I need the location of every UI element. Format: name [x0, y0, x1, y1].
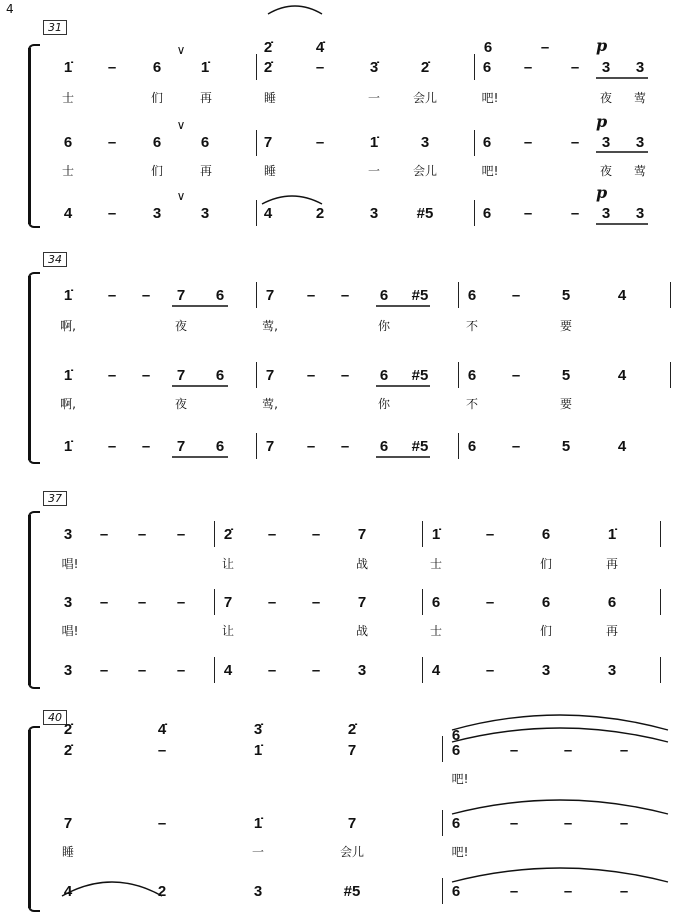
note: #5: [411, 438, 429, 455]
slur: [452, 800, 668, 814]
note: 3: [152, 205, 162, 222]
note: –: [99, 526, 109, 543]
lyric: 要: [559, 319, 573, 333]
note: 6: [200, 134, 210, 151]
note: 6: [467, 438, 477, 455]
lyric: 士: [61, 91, 75, 105]
note: 6: [482, 134, 492, 151]
note: –: [570, 134, 580, 151]
note: 6: [467, 367, 477, 384]
lyric: 会儿: [412, 91, 438, 105]
note: –: [563, 883, 573, 900]
note: –: [485, 662, 495, 679]
note: 7: [176, 287, 186, 304]
note: 6: [482, 59, 492, 76]
lyric: 夜: [599, 91, 613, 105]
slur: [62, 882, 162, 896]
note: –: [485, 594, 495, 611]
lyric: 睡: [263, 164, 277, 178]
note: 6: [63, 134, 73, 151]
lyric: 一: [367, 91, 381, 105]
note: –: [99, 662, 109, 679]
lyric: 吧!: [451, 772, 469, 786]
note: 7: [176, 367, 186, 384]
lyric: 莺,: [262, 319, 278, 333]
note: 1̇: [63, 367, 73, 384]
lyric: 唱!: [61, 557, 79, 571]
lyric: 莺: [633, 164, 647, 178]
note: –: [137, 594, 147, 611]
note: 7: [357, 526, 367, 543]
note: 4: [431, 662, 441, 679]
note: –: [176, 594, 186, 611]
note: 3: [63, 662, 73, 679]
breath-mark: ∨: [176, 118, 186, 132]
note: –: [311, 662, 321, 679]
note: 2̇: [263, 39, 273, 56]
note: #5: [411, 287, 429, 304]
note: 3: [253, 883, 263, 900]
note: 6: [451, 727, 461, 744]
measure-number: 37: [43, 491, 67, 506]
lyric: 再: [605, 557, 619, 571]
note: –: [619, 742, 629, 759]
note: –: [570, 205, 580, 222]
lyric: 夜: [174, 319, 188, 333]
note: 1̇: [253, 815, 263, 832]
note: 5: [561, 287, 571, 304]
note: 3: [607, 662, 617, 679]
note: –: [107, 134, 117, 151]
note: –: [340, 287, 350, 304]
lyric: 吧!: [481, 91, 499, 105]
note: –: [570, 59, 580, 76]
note: 6: [152, 59, 162, 76]
note: –: [523, 134, 533, 151]
lyric: 啊,: [60, 397, 76, 411]
lyric: 一: [251, 845, 265, 859]
note: #5: [343, 883, 361, 900]
note: 2̇: [263, 59, 273, 76]
note: –: [99, 594, 109, 611]
note: –: [137, 662, 147, 679]
note: 3: [541, 662, 551, 679]
note: –: [311, 594, 321, 611]
lyric: 你: [377, 319, 391, 333]
note: 6: [451, 742, 461, 759]
note: 6: [152, 134, 162, 151]
lyric: 夜: [174, 397, 188, 411]
lyric: 们: [539, 624, 553, 638]
note: 7: [63, 815, 73, 832]
note: 6: [215, 438, 225, 455]
lyric: 战: [355, 557, 369, 571]
note: 4̇: [157, 721, 167, 738]
note: –: [107, 367, 117, 384]
note: 6: [451, 815, 461, 832]
note: 2: [315, 205, 325, 222]
note: 3: [601, 59, 611, 76]
note: –: [315, 134, 325, 151]
note: 7: [347, 815, 357, 832]
note: 7: [176, 438, 186, 455]
note: 6: [431, 594, 441, 611]
note: 2̇: [223, 526, 233, 543]
note: 7: [263, 134, 273, 151]
lyric: 会儿: [412, 164, 438, 178]
note: 2̇: [63, 721, 73, 738]
note: –: [306, 287, 316, 304]
note: –: [176, 662, 186, 679]
lyric: 再: [199, 91, 213, 105]
note: –: [267, 594, 277, 611]
note: –: [137, 526, 147, 543]
lyric: 士: [429, 557, 443, 571]
note: 6: [541, 594, 551, 611]
note: 3̇: [253, 721, 263, 738]
note: 3: [635, 134, 645, 151]
note: 6: [541, 526, 551, 543]
dynamic-marking: p: [596, 183, 608, 202]
note: 3: [200, 205, 210, 222]
note: 2̇: [63, 742, 73, 759]
measure-number: 31: [43, 20, 67, 35]
lyric: 们: [539, 557, 553, 571]
breath-mark: ∨: [176, 189, 186, 203]
lyric: 一: [367, 164, 381, 178]
lyric: 不: [465, 397, 479, 411]
breath-mark: ∨: [176, 43, 186, 57]
lyric: 莺,: [262, 397, 278, 411]
lyric: 夜: [599, 164, 613, 178]
note: –: [141, 367, 151, 384]
note: #5: [411, 367, 429, 384]
lyric: 们: [150, 91, 164, 105]
tie: [262, 196, 322, 204]
note: 7: [265, 367, 275, 384]
measure-number: 40: [43, 710, 67, 725]
lyric: 士: [61, 164, 75, 178]
note: 1̇: [253, 742, 263, 759]
slur: [268, 6, 322, 14]
note: 6: [379, 438, 389, 455]
note: 3: [635, 59, 645, 76]
lyric: 睡: [61, 845, 75, 859]
note: –: [315, 59, 325, 76]
note: –: [306, 367, 316, 384]
note: 6: [607, 594, 617, 611]
note: –: [619, 883, 629, 900]
note: 3: [635, 205, 645, 222]
lyric: 睡: [263, 91, 277, 105]
note: 6: [379, 367, 389, 384]
note: 6: [451, 883, 461, 900]
note: –: [540, 39, 550, 56]
note: 7: [223, 594, 233, 611]
note: –: [107, 438, 117, 455]
note: 1̇: [63, 438, 73, 455]
note: 4: [617, 287, 627, 304]
note: –: [509, 742, 519, 759]
note: –: [619, 815, 629, 832]
note: –: [340, 438, 350, 455]
note: –: [523, 59, 533, 76]
note: 2̇: [420, 59, 430, 76]
note: –: [511, 367, 521, 384]
note: 6: [483, 39, 493, 56]
measure-number: 34: [43, 252, 67, 267]
note: –: [107, 59, 117, 76]
note: 1̇: [200, 59, 210, 76]
note: 4: [617, 438, 627, 455]
lyric: 要: [559, 397, 573, 411]
note: –: [311, 526, 321, 543]
slur: [452, 868, 668, 882]
note: 5: [561, 438, 571, 455]
note: 1̇: [369, 134, 379, 151]
note: –: [157, 815, 167, 832]
note: –: [267, 662, 277, 679]
note: 6: [379, 287, 389, 304]
note: –: [563, 815, 573, 832]
note: –: [340, 367, 350, 384]
dynamic-marking: p: [596, 36, 608, 55]
note: –: [509, 815, 519, 832]
note: 5: [561, 367, 571, 384]
lyric: 吧!: [481, 164, 499, 178]
note: 6: [467, 287, 477, 304]
lyric: 们: [150, 164, 164, 178]
note: 3: [357, 662, 367, 679]
note: #5: [416, 205, 434, 222]
note: –: [141, 438, 151, 455]
note: 4: [263, 205, 273, 222]
lyric: 士: [429, 624, 443, 638]
lyric: 会儿: [339, 845, 365, 859]
note: 3: [63, 526, 73, 543]
note: 6: [215, 287, 225, 304]
note: –: [485, 526, 495, 543]
lyric: 吧!: [451, 845, 469, 859]
note: –: [306, 438, 316, 455]
note: 1̇: [607, 526, 617, 543]
note: –: [176, 526, 186, 543]
note: –: [107, 287, 117, 304]
note: 3: [601, 134, 611, 151]
note: –: [141, 287, 151, 304]
note: –: [563, 742, 573, 759]
page-number: 4: [6, 2, 14, 16]
note: 4: [63, 205, 73, 222]
lyric: 让: [221, 557, 235, 571]
note: 6: [482, 205, 492, 222]
slur: [452, 728, 668, 742]
note: 2̇: [347, 721, 357, 738]
note: 7: [357, 594, 367, 611]
note: –: [509, 883, 519, 900]
note: 6: [215, 367, 225, 384]
lyric: 让: [221, 624, 235, 638]
note: 4: [617, 367, 627, 384]
note: 1̇: [63, 287, 73, 304]
lyric: 不: [465, 319, 479, 333]
lyric: 再: [199, 164, 213, 178]
note: –: [107, 205, 117, 222]
note: –: [523, 205, 533, 222]
note: 1̇: [63, 59, 73, 76]
note: 7: [347, 742, 357, 759]
note: –: [157, 742, 167, 759]
note: 7: [265, 287, 275, 304]
note: 1̇: [431, 526, 441, 543]
note: 3̇: [369, 59, 379, 76]
note: 3: [601, 205, 611, 222]
note: 3: [420, 134, 430, 151]
note: 7: [265, 438, 275, 455]
note: –: [511, 438, 521, 455]
lyric: 战: [355, 624, 369, 638]
note: 2: [157, 883, 167, 900]
note: 4̇: [315, 39, 325, 56]
dynamic-marking: p: [596, 112, 608, 131]
lyric: 莺: [633, 91, 647, 105]
note: 4: [63, 883, 73, 900]
lyric: 啊,: [60, 319, 76, 333]
note: 3: [63, 594, 73, 611]
note: –: [511, 287, 521, 304]
note: 3: [369, 205, 379, 222]
lyric: 唱!: [61, 624, 79, 638]
note: 4: [223, 662, 233, 679]
lyric: 你: [377, 397, 391, 411]
note: –: [267, 526, 277, 543]
lyric: 再: [605, 624, 619, 638]
